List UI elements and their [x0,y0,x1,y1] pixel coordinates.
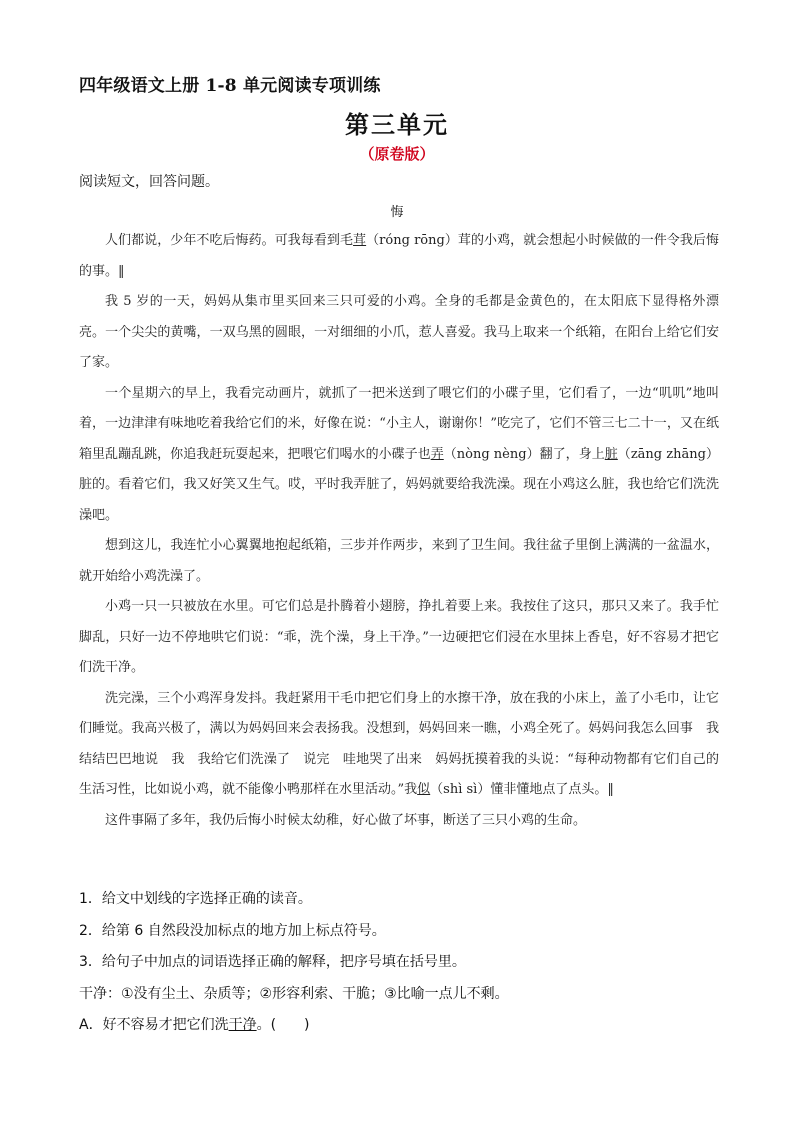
answer-blank[interactable]: 。( ) [256,1017,310,1033]
paragraph-2: 我 5 岁的一天，妈妈从集市里买回来三只可爱的小鸡。全身的毛都是金黄色的，在太阳底下显得格外漂亮。一个尖尖的黄嘴，一双乌黑的圆眼，一对细细的小爪，惹人喜爱。我马上取来一个纸箱，在阳台上给它们安了家。 [79,294,719,370]
underlined-char: 茸 [353,233,367,248]
underlined-char: 脏 [604,446,618,462]
questions-section [79,884,719,1042]
underlined-char: 似 [417,782,431,797]
question-3: 3．给句子中加点的词语选择正确的解释，把序号填在括号里。 [79,954,466,970]
question-1: 1．给文中划线的字选择正确的读音。 [79,891,312,907]
paragraph-5: 小鸡一只一只被放在水里。可它们总是扑腾着小翅膀，挣扎着要上来。我按住了这只，那只又来了。我手忙脚乱，只好一边不停地哄它们说：“乖，洗个澡，身上干净。”一边硬把它们浸在水里抹上香皂，好不容易才把它们洗干净。 [79,599,719,675]
paragraph-3: 一个星期六的早上，我看完动画片，就抓了一把米送到了喂它们的小碟子里，它们看了，一边“叽叽”地叫着，一边津津有味地吃着我给它们的米，好像在说：“小主人，谢谢你！”吃完了，它们不管三七二十一，又在纸箱里乱蹦乱跳，你追我赶玩耍起来，把喂它们喝水的小碟子也弄（nòng nèng）翻了，身上脏（zāng zhāng）脏的。看着它们，我又好笑又生气。哎，平时我弄脏了，妈妈就要给我洗澡。现在小鸡这么脏，我也给它们洗洗澡吧。 [79,385,719,523]
underlined-char: 弄 [430,446,444,462]
story-title: 悔 [390,205,404,220]
question-3-definitions: 干净：①没有尘土、杂质等；②形容利索、干脆；③比喻一点儿不剩。 [79,985,509,1002]
marked-word: 干净 [228,1017,257,1033]
reading-instruction: 阅读短文，回答问题。 [79,174,219,190]
reading-passage [79,226,719,836]
paragraph-1: 人们都说，少年不吃后悔药。可我每看到毛茸（róng rōng）茸的小鸡，就会想起小时候做的一件令我后悔的事。‖ [79,233,719,279]
question-2: 2．给第 6 自然段没加标点的地方加上标点符号。 [79,922,386,939]
unit-title: 第三单元 [345,110,449,139]
paragraph-7: 这件事隔了多年，我仍后悔小时候太幼稚，好心做了坏事，断送了三只小鸡的生命。 [105,812,587,828]
question-3-item-a: A．好不容易才把它们洗干净。( ) [79,1017,310,1033]
document-heading: 四年级语文上册 1-8 单元阅读专项训练 [79,76,381,96]
paragraph-4: 想到这儿，我连忙小心翼翼地抱起纸箱，三步并作两步，来到了卫生间。我往盆子里倒上满满的一盆温水，就开始给小鸡洗澡了。 [79,538,719,584]
edition-label: （原卷版） [359,145,435,163]
paragraph-6: 洗完澡，三个小鸡浑身发抖。我赶紧用干毛巾把它们身上的水擦干净，放在我的小床上，盖了小毛巾，让它们睡觉。我高兴极了，满以为妈妈回来会表扬我。没想到，妈妈回来一瞧，小鸡全死了。妈妈问我怎么回事 我结结巴巴地说 我 我给它们洗澡了 说完 哇地哭了出来 妈妈抚摸着我的头说：“每种动物都有它们自己的生活习性，比如说小鸡，就不能像小鸭那样在水里活动。”我似（shì sì）懂非懂地点了点头。‖ [79,690,719,797]
